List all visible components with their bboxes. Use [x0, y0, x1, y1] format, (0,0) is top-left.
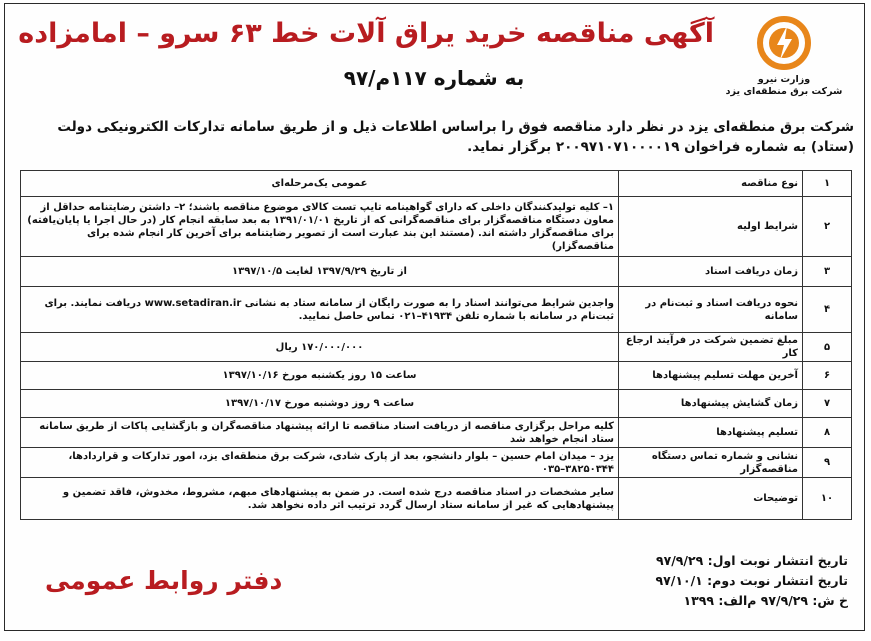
table-row	[21, 171, 852, 197]
logo-ministry-text: وزارت نیرو	[757, 74, 811, 85]
row-label: شرایط اولیه	[619, 197, 803, 257]
row-value: ۱– کلیه تولیدکنندگان داخلی که دارای گواهینامه تایپ تست کالای موضوع مناقصه باشند؛ ۲– داشتن رضایتنامه حداقل از معاون دستگاه مناقصه‌گزار برای مناقصه‌گرانی که از تاریخ ۱۳۹۱/۰۱/۰۱ به بعد سابقه انجام کار (در حال اجرا یا پایان‌یافته) برای مناقصه‌گزار داشته اند. (مستند این بند عبارت است از تصویر رضایتنامه برای آخرین کار انجام شده برای مناقصه‌گزار)	[21, 197, 619, 257]
notice-header	[5, 4, 864, 116]
table-row	[21, 287, 852, 333]
first-publication-date: تاریخ انتشار نوبت اول: ۹۷/۹/۲۹	[655, 553, 848, 568]
table-row	[21, 418, 852, 448]
row-label: مبلغ تضمین شرکت در فرآیند ارجاع کار	[619, 333, 803, 362]
row-number: ۵	[803, 333, 852, 362]
table-row	[21, 257, 852, 287]
row-value: یزد – میدان امام حسین – بلوار دانشجو، بعد از پارک شادی، شرکت برق منطقه‌ای یزد، امور تدارکات و قراردادها، ۳۸۲۵۰۳۴۴–۰۳۵	[21, 448, 619, 478]
tender-notice	[4, 3, 865, 631]
row-number: ۳	[803, 257, 852, 287]
row-value: واجدین شرایط می‌توانند اسناد را به صورت رایگان از سامانه ستاد به نشانی www.setadiran.ir دریافت نمایند. برای ثبت‌نام در سامانه با شماره تلفن ۴۱۹۳۴–۰۲۱ تماس حاصل نمایید.	[21, 287, 619, 333]
row-label: توضیحات	[619, 478, 803, 520]
table-row	[21, 333, 852, 362]
row-value: از تاریخ ۱۳۹۷/۹/۲۹ لغایت ۱۳۹۷/۱۰/۵	[21, 257, 619, 287]
row-label: زمان گشایش پیشنهادها	[619, 390, 803, 418]
row-number: ۹	[803, 448, 852, 478]
row-label: نوع مناقصه	[619, 171, 803, 197]
row-number: ۸	[803, 418, 852, 448]
row-value: ساعت ۱۵ روز یکشنبه مورخ ۱۳۹۷/۱۰/۱۶	[21, 362, 619, 390]
row-number: ۷	[803, 390, 852, 418]
row-value: کلیه مراحل برگزاری مناقصه از دریافت اسناد مناقصه تا ارائه پیشنهاد مناقصه‌گران و بازگشایی پاکات از طریق سامانه ستاد انجام خواهد شد	[21, 418, 619, 448]
row-value: ساعت ۹ روز دوشنبه مورخ ۱۳۹۷/۱۰/۱۷	[21, 390, 619, 418]
logo-company-text: شرکت برق منطقه‌ای یزد	[725, 86, 843, 97]
row-label: آخرین مهلت تسلیم پیشنهادها	[619, 362, 803, 390]
row-label: زمان دریافت اسناد	[619, 257, 803, 287]
notice-title: آگهی مناقصه خرید یراق آلات خط ۶۳ سرو – امامزاده	[18, 18, 714, 49]
row-label: تسلیم پیشنهادها	[619, 418, 803, 448]
row-label: نشانی و شماره تماس دستگاه مناقصه‌گزار	[619, 448, 803, 478]
intro-paragraph: شرکت برق منطقه‌ای یزد در نظر دارد مناقصه فوق را براساس اطلاعات ذیل و از طریق سامانه تدارکات الکترونیکی دولت (ستاد) به شماره فراخوان ۲۰۰۹۷۱۰۷۱۰۰۰۰۱۹ برگزار نماید.	[57, 119, 854, 155]
table-row	[21, 197, 852, 257]
notice-number: به شماره ۱۱۷م/۹۷	[343, 66, 525, 90]
row-value: ۱۷۰/۰۰۰/۰۰۰ ریال	[21, 333, 619, 362]
row-label: نحوه دریافت اسناد و ثبت‌نام در سامانه	[619, 287, 803, 333]
power-company-logo-icon	[749, 14, 819, 72]
row-number: ۴	[803, 287, 852, 333]
ministry-logo	[724, 14, 844, 98]
row-value: عمومی یک‌مرحله‌ای	[21, 171, 619, 197]
row-number: ۲	[803, 197, 852, 257]
row-value: سایر مشخصات در اسناد مناقصه درج شده است. در ضمن به پیشنهادهای مبهم، مشروط، مخدوش، فاقد تضمین و پیشنهادهایی که غیر از سامانه ستاد ارسال گردد ترتیب اثر داده نخواهد شد.	[21, 478, 619, 520]
table-row	[21, 478, 852, 520]
row-number: ۱۰	[803, 478, 852, 520]
row-number: ۶	[803, 362, 852, 390]
table-row	[21, 362, 852, 390]
tender-details-table	[20, 170, 852, 520]
publication-code: خ ش: ۹۷/۹/۲۹ م‌الف: ۱۳۹۹	[683, 593, 848, 608]
table-row	[21, 448, 852, 478]
publication-info	[656, 551, 848, 611]
public-relations-office: دفتر روابط عمومی	[45, 566, 283, 595]
second-publication-date: تاریخ انتشار نوبت دوم: ۹۷/۱۰/۱	[655, 573, 848, 588]
table-row	[21, 390, 852, 418]
row-number: ۱	[803, 171, 852, 197]
